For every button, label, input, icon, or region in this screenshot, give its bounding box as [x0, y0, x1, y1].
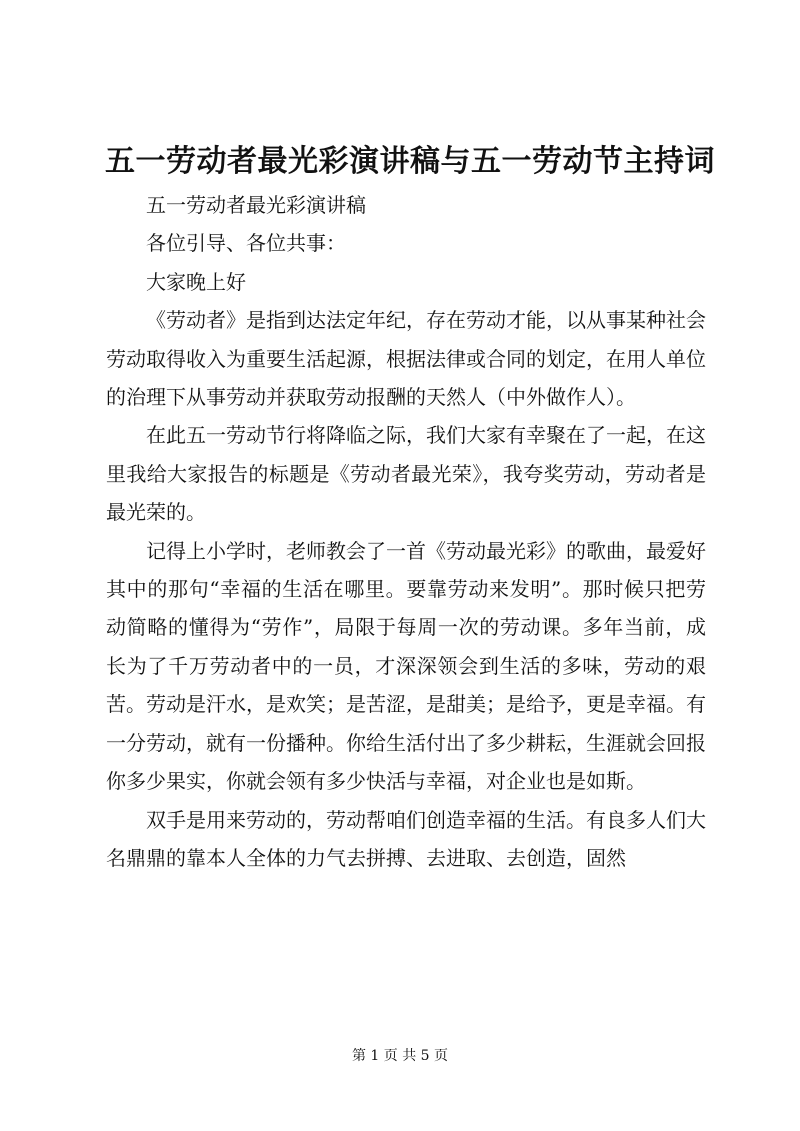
body-paragraph: 《劳动者》是指到达法定年纪，存在劳动才能，以从事某种社会劳动取得收入为重要生活起源，根据法律或合同的划定，在用人单位的治理下从事劳动并获取劳动报酬的天然人（中外做作人）。: [106, 308, 706, 410]
body-paragraph: 记得上小学时，老师教会了一首《劳动最光彩》的歌曲，最爱好其中的那句“幸福的生活在哪里。要靠劳动来发明”。那时候只把劳动简略的懂得为“劳作”，局限于每周一次的劳动课。多年当前，成长为了千万劳动者中的一员，才深深领会到生活的多味，劳动的艰苦。劳动是汗水，是欢笑；是苦涩，是甜美；是给予，更是幸福。有一分劳动，就有一份播种。你给生活付出了多少耕耘，生涯就会回报你多少果实，你就会领有多少快活与幸福，对企业也是如斯。: [106, 538, 706, 794]
document-title: 五一劳动者最光彩演讲稿与五一劳动节主持词: [105, 144, 715, 179]
body-paragraph: 双手是用来劳动的，劳动帮咱们创造幸福的生活。有良多人们大名鼎鼎的靠本人全体的力气去拼搏、去进取、去创造，固然: [106, 807, 706, 870]
document-body: [106, 186, 706, 877]
salutation: 各位引导、各位共事：: [146, 231, 346, 256]
body-paragraph: 在此五一劳动节行将降临之际，我们大家有幸聚在了一起，在这里我给大家报告的标题是《劳动者最光荣》，我夸奖劳动，劳动者是最光荣的。: [106, 423, 706, 525]
speech-heading: 五一劳动者最光彩演讲稿: [146, 193, 366, 217]
greeting: 大家晚上好: [146, 269, 246, 294]
page-number-footer: 第 1 页 共 5 页: [351, 1048, 449, 1064]
